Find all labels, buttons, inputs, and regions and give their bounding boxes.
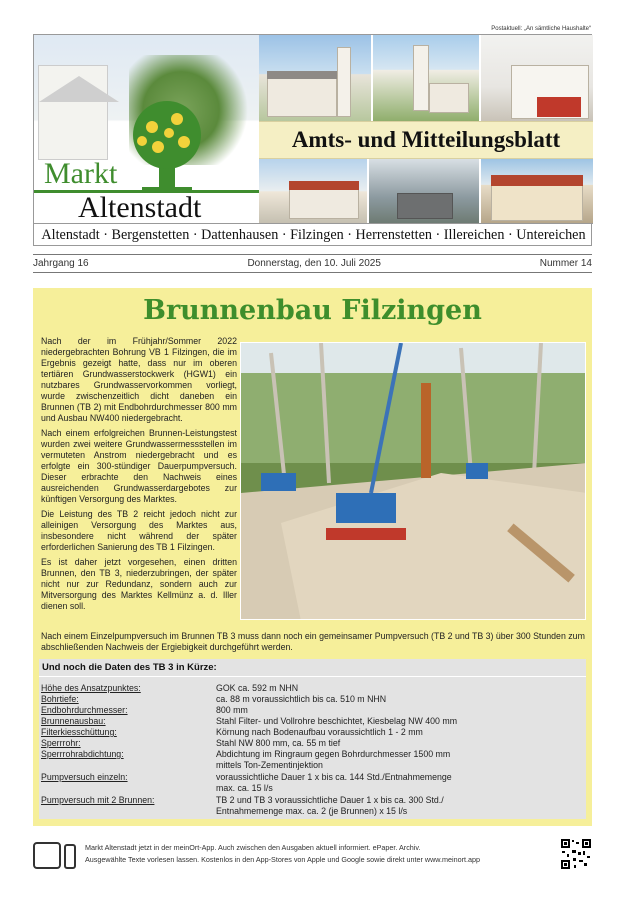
fountain-photo: [369, 159, 479, 223]
church-photo-1: [259, 35, 371, 121]
facts-value-line: Abdichtung im Ringraum gegen Bohrdurchmesser 1500 mm: [216, 749, 451, 759]
districts-line: Altenstadt · Bergenstetten · Dattenhausen · Filzingen · Herrenstetten · Illereichen · Untereichen: [34, 223, 593, 247]
facts-value: 800 mm: [216, 705, 248, 715]
facts-row: [41, 694, 576, 705]
app-promo-line: Ausgewählte Texte vorlesen lassen. Kostenlos in den App-Stores von Apple und Google sowie direkt unter www.meinort.app: [85, 855, 481, 864]
facts-label: Endbohrdurchmesser:: [41, 705, 128, 715]
facts-value-line: Entnahmemenge max. ca. 2 (je Brunnen) x 15 l/s: [216, 806, 408, 816]
facts-label: Bohrtiefe:: [41, 694, 79, 704]
facts-value: Körnung nach Bodenaufbau voraussichtlich 1 - 2 mm: [216, 727, 423, 737]
article-paragraph: Es ist daher jetzt vorgesehen, einen dritten Brunnen, den TB 3, niederzubringen, der später nicht nur zur Redundanz, sondern auch zur Mitversorgung des Marktes Kellmünz a. d. Iller dienen soll.: [41, 557, 237, 611]
facts-row: [41, 795, 576, 817]
app-promo-footer: [33, 834, 592, 874]
article-panel: [33, 288, 592, 826]
facts-value-line: TB 2 und TB 3 voraussichtliche Dauer 1 x bis ca. 300 Std./: [216, 795, 444, 805]
facts-row: [41, 727, 576, 738]
facts-value: Stahl Filter- und Vollrohre beschichtet, Kiesbelag NW 400 mm: [216, 716, 458, 726]
qr-code-icon[interactable]: [560, 838, 592, 870]
facts-row: [41, 772, 576, 794]
app-promo-line: Markt Altenstadt jetzt in der meinOrt-App. Auch zwischen den Ausgaben aktuell informiert. ePaper. Archiv.: [85, 843, 421, 852]
article-paragraph: Nach der im Frühjahr/Sommer 2022 niedergebrachten Bohrung VB 1 Filzingen, die im Ergebnis gezeigt hatte, dass nur im oberen tertiären Grundwasserstockwerk (HGW1) ein nutzbares Grundwasservorkommen vorliegt, wurde zwischenzeitlich dicht daneben ein Brunnen (TB 2) mit Endbohrdurchmesser 800 mm und Ausbau NW400 niedergebracht.: [41, 336, 237, 423]
fire-station-photo: [481, 35, 593, 121]
facts-label: Höhe des Ansatzpunktes:: [41, 683, 141, 693]
publication-title: Amts- und Mitteilungsblatt: [291, 127, 561, 152]
facts-heading: Und noch die Daten des TB 3 in Kürze:: [42, 662, 217, 673]
facts-label: Sperrrohr:: [41, 738, 81, 748]
church-photo-2: [373, 35, 479, 121]
facts-value-line: voraussichtliche Dauer 1 x bis ca. 144 Std./Entnahmemenge: [216, 772, 452, 782]
facts-label: Filterkiesschüttung:: [41, 727, 117, 737]
manor-photo: [481, 159, 593, 223]
logo-altenstadt: Altenstadt: [78, 191, 202, 223]
tablet-icon: [33, 842, 61, 869]
postal-notice: Postaktuell: „An sämtliche Haushalte“: [491, 26, 591, 32]
facts-row: [41, 705, 576, 716]
facts-label: Pumpversuch einzeln:: [41, 772, 128, 782]
article-paragraph: Nach einem erfolgreichen Brunnen-Leistungstest wurden zwei weitere Grundwassermessstellen im vermuteten Anstrom niedergebracht und es erfolgte ein 300-stündiger Dauerpumpversuch. Dieser erbrachte den Nachweis eines ausreichenden Grundwasserdargebotes zur künftigen Versorgung des Marktes.: [41, 428, 237, 504]
issue-volume: Jahrgang 16: [33, 258, 89, 269]
facts-row: [41, 716, 576, 727]
facts-value: [216, 749, 576, 771]
house-illustration: [38, 65, 108, 160]
facts-value: [216, 772, 576, 794]
facts-value-line: max. ca. 15 l/s: [216, 783, 273, 793]
facts-value: Stahl NW 800 mm, ca. 55 m tief: [216, 738, 341, 748]
facts-value-line: mittels Ton-Zementinjektion: [216, 760, 323, 770]
article-headline: Brunnenbau Filzingen: [143, 294, 482, 326]
drilling-site-photo: [240, 342, 586, 620]
facts-row: [41, 749, 576, 771]
facts-value: ca. 88 m voraussichtlich bis ca. 510 m NHN: [216, 694, 387, 704]
issue-date: Donnerstag, den 10. Juli 2025: [247, 258, 381, 269]
article-closing-paragraph: Nach einem Einzelpumpversuch im Brunnen TB 3 muss dann noch ein gemeinsamer Pumpversuch (TB 2 und TB 3) über 300 Stunden zum abschließenden Nachweis der Ergiebigkeit durchgeführt werden.: [41, 631, 585, 652]
logo-panel: [34, 35, 259, 223]
logo-markt: Markt: [44, 157, 118, 190]
facts-value: [216, 795, 576, 817]
article-body: [41, 336, 237, 616]
facts-label: Brunnenausbau:: [41, 716, 106, 726]
facts-box: [39, 659, 586, 819]
issue-rule-top: [33, 254, 592, 255]
facts-label: Pumpversuch mit 2 Brunnen:: [41, 795, 155, 805]
facts-value: GOK ca. 592 m NHN: [216, 683, 299, 693]
facts-row: [41, 738, 576, 749]
smartphone-icon: [64, 844, 76, 869]
app-promo-text: [85, 842, 480, 866]
facts-row: [41, 683, 576, 694]
masthead: [33, 34, 592, 246]
publication-title-band: [259, 121, 593, 159]
linden-tree-logo-icon: [122, 97, 212, 197]
issue-rule-bottom: [33, 272, 592, 273]
chapel-photo: [259, 159, 367, 223]
facts-label: Sperrrohrabdichtung:: [41, 749, 124, 759]
issue-number: Nummer 14: [539, 258, 592, 269]
facts-divider: [39, 676, 586, 677]
issue-info: [33, 258, 592, 269]
article-paragraph: Die Leistung des TB 2 reicht jedoch nicht zur alleinigen Versorgung des Marktes aus, insbesondere nicht während der später erforderlichen Sanierung des TB 1 Filzingen.: [41, 509, 237, 552]
